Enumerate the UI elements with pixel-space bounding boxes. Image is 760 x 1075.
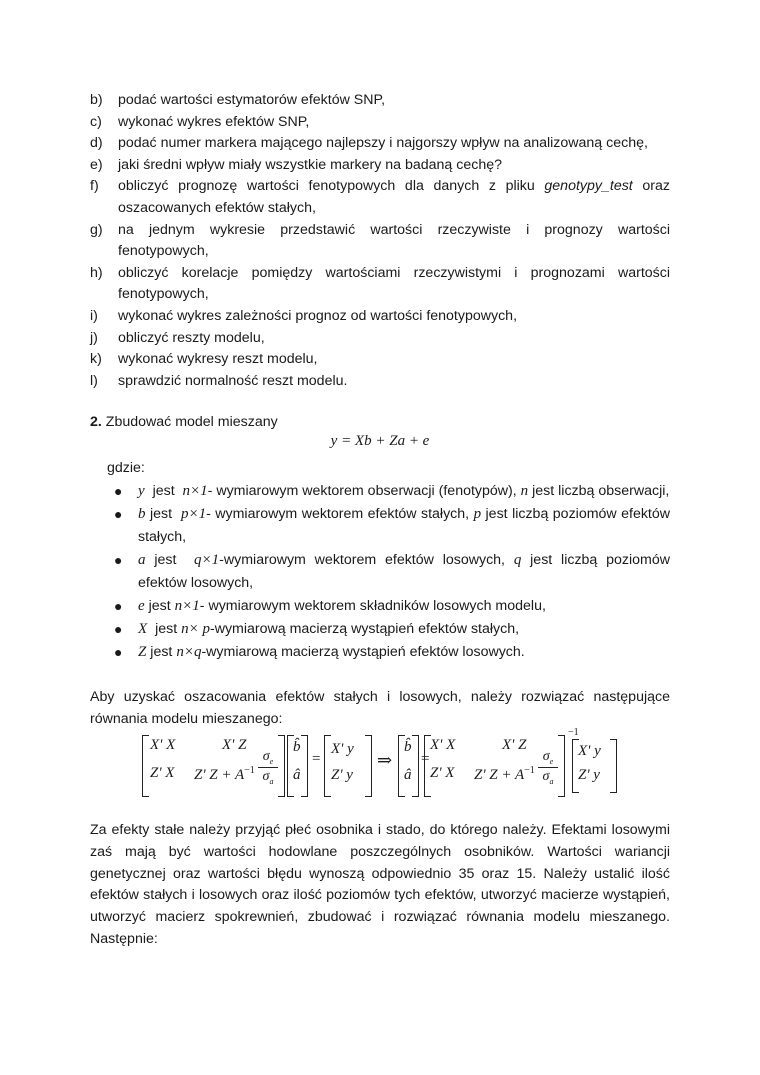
list-marker: l) xyxy=(90,372,98,389)
list-marker: h) xyxy=(90,264,103,281)
mixed-model-equations xyxy=(140,727,620,799)
rhs-cell: Z' y xyxy=(331,767,353,783)
definition-list xyxy=(110,480,670,664)
list-item xyxy=(90,349,670,371)
list-marker: j) xyxy=(90,329,98,346)
text-segment: jest xyxy=(154,552,177,568)
text-segment: -wymiarową macierzą wystąpień efektów stałych, xyxy=(209,621,520,637)
matrix-cell: Z' X xyxy=(150,765,175,781)
equals-sign: = xyxy=(421,751,430,767)
bullet-icon: ● xyxy=(114,644,123,660)
intro-paragraph xyxy=(90,687,670,730)
symbol: a xyxy=(138,552,146,568)
b-hat: b̂ xyxy=(293,739,301,755)
text-segment: - wymiarowym wektorem efektów stałych, xyxy=(206,506,470,522)
task-list xyxy=(90,90,670,392)
subscript: a xyxy=(269,776,274,786)
list-text: na jednym wykresie przedstawić wartości rzeczywiste i prognozy wartości fenotypowych, xyxy=(118,221,670,260)
list-text: wykonać wykres efektów SNP, xyxy=(118,113,310,130)
dimension: p×1 xyxy=(180,506,207,522)
equals-sign: = xyxy=(312,751,321,767)
list-marker: k) xyxy=(90,351,102,368)
inverse-superscript: −1 xyxy=(568,727,579,738)
a-hat: â xyxy=(404,767,412,783)
section-number: 2. xyxy=(90,414,102,430)
text-segment: jest liczbą poziomów efektów stałych, xyxy=(138,506,671,545)
matrix-cell: X' Z xyxy=(502,737,527,753)
symbol: b xyxy=(138,506,146,522)
section-title: Zbudować model mieszany xyxy=(105,414,278,430)
dimension: n× p xyxy=(181,621,210,637)
list-item xyxy=(90,220,670,263)
text-segment: -wymiarowym wektorem efektów losowych, xyxy=(219,552,505,568)
subscript: e xyxy=(549,756,554,766)
list-item xyxy=(90,328,670,350)
list-marker: e) xyxy=(90,156,103,173)
bracket-left xyxy=(324,735,331,797)
list-marker: i) xyxy=(90,307,98,324)
dimension: n×q xyxy=(176,644,202,660)
list-marker: d) xyxy=(90,135,103,152)
symbol: p xyxy=(473,506,482,522)
variance-ratio xyxy=(258,749,278,786)
variance-ratio xyxy=(538,749,558,786)
dimension: n×1 xyxy=(182,483,208,499)
subscript: e xyxy=(269,756,274,766)
bracket-right xyxy=(610,739,617,793)
list-text: jaki średni wpływ miały wszystkie markery na badaną cechę? xyxy=(118,156,503,173)
a-hat: â xyxy=(293,767,301,783)
text-segment: -wymiarową macierzą wystąpień efektów losowych. xyxy=(201,644,525,660)
bracket-right xyxy=(558,735,565,797)
subscript: a xyxy=(549,776,554,786)
list-text: podać wartości estymatorów efektów SNP, xyxy=(118,92,386,108)
matrix-cell: Z' Z + A xyxy=(194,767,245,783)
symbol: n xyxy=(520,483,529,499)
rhs-cell: X' y xyxy=(578,743,601,759)
text-segment: jest xyxy=(148,598,171,614)
closing-paragraph xyxy=(90,820,670,951)
implies-arrow: ⇒ xyxy=(377,750,393,770)
fraction-line xyxy=(538,767,558,768)
section-heading xyxy=(90,412,670,434)
fraction-line xyxy=(258,767,278,768)
sigma: σ xyxy=(262,749,270,764)
text-segment: oraz oszacowanych efektów stałych, xyxy=(118,178,670,216)
list-item xyxy=(90,155,670,177)
list-item xyxy=(90,306,670,328)
bullet-icon: ● xyxy=(114,598,123,614)
list-text: wykonać wykresy reszt modelu, xyxy=(118,351,318,368)
bracket-right xyxy=(278,735,285,797)
superscript: −1 xyxy=(244,765,255,776)
paragraph-text: Aby uzyskać oszacowania efektów stałych i losowych, należy rozwiązać następujące równania modelu mieszanego: xyxy=(90,689,670,727)
bullet-icon: ● xyxy=(114,552,123,568)
symbol: Z xyxy=(138,644,147,660)
list-marker: b) xyxy=(90,92,103,108)
model-equation: y = Xb + Za + e xyxy=(330,433,430,449)
definition-item xyxy=(110,549,670,595)
list-text: sprawdzić normalność reszt modelu. xyxy=(118,372,348,389)
bullet-icon: ● xyxy=(114,506,123,522)
matrix-cell: Z' X xyxy=(430,765,455,781)
text-segment: - wymiarowym wektorem obserwacji (fenotypów), xyxy=(207,483,517,499)
superscript: −1 xyxy=(524,765,535,776)
definition-item xyxy=(110,503,670,549)
bullet-icon: ● xyxy=(114,483,123,499)
definition-item xyxy=(110,480,670,503)
rhs-cell: X' y xyxy=(331,741,354,757)
text-segment: - wymiarowym wektorem składników losowych modelu, xyxy=(199,598,546,614)
symbol: X xyxy=(138,621,148,637)
text-segment: jest xyxy=(155,621,178,637)
list-item xyxy=(90,371,670,393)
definition-item xyxy=(110,618,670,641)
dimension: q×1 xyxy=(194,552,220,568)
list-text: wykonać wykres zależności prognoz od wartości fenotypowych, xyxy=(118,307,518,324)
text-segment: jest xyxy=(152,483,175,499)
text-segment: jest xyxy=(149,506,173,522)
matrix-cell: X' Z xyxy=(222,737,247,753)
rhs-cell: Z' y xyxy=(578,767,600,783)
b-hat: b̂ xyxy=(404,739,412,755)
list-text xyxy=(118,176,670,219)
text-segment: jest liczbą obserwacji, xyxy=(532,483,670,499)
symbol: e xyxy=(138,598,145,614)
list-marker: c) xyxy=(90,113,102,130)
matrix-cell: X' X xyxy=(150,737,176,753)
dimension: n×1 xyxy=(174,598,200,614)
list-item xyxy=(90,176,670,219)
definition-item xyxy=(110,641,670,664)
where-label: gdzie: xyxy=(107,460,145,476)
text-segment: jest liczbą poziomów efektów losowych, xyxy=(138,552,671,591)
list-text: obliczyć korelacje pomiędzy wartościami rzeczywistymi i prognozami wartości fenotypowych, xyxy=(118,264,670,303)
filename: genotypy_test xyxy=(544,178,633,195)
list-item xyxy=(90,90,670,112)
sigma: σ xyxy=(542,749,550,764)
text-segment: jest xyxy=(150,644,173,660)
list-marker: f) xyxy=(90,178,99,195)
matrix-cell: Z' Z + A xyxy=(474,767,525,783)
text-segment: obliczyć prognozę wartości fenotypowych dla danych z pliku xyxy=(118,178,535,195)
sigma: σ xyxy=(262,768,270,784)
matrix-cell: X' X xyxy=(430,737,456,753)
list-item xyxy=(90,112,670,134)
list-item xyxy=(90,133,670,155)
bracket-right xyxy=(412,735,419,797)
list-marker: g) xyxy=(90,221,103,238)
sigma: σ xyxy=(542,768,550,784)
list-item xyxy=(90,263,670,306)
list-text: podać numer markera mającego najlepszy i najgorszy wpływ na analizowaną cechę, xyxy=(118,135,648,152)
list-text: obliczyć reszty modelu, xyxy=(118,329,265,346)
bracket-right xyxy=(301,735,308,797)
definition-item xyxy=(110,595,670,618)
bracket-right xyxy=(365,735,372,797)
bullet-icon: ● xyxy=(114,621,123,637)
paragraph-text: Za efekty stałe należy przyjąć płeć osobnika i stado, do którego należy. Efektami losowymi zaś mają być wartości hodowlane poszczególnych osobników. Wartości wariancji genetycznej oraz wartości błędu wynoszą odpowiednio 35 oraz 15. Należy ustalić ilość efektów stałych i losowych oraz ilość poziomów tych efektów, utworzyć macierze wystąpień, utworzyć macierz spokrewnień, zbudować i rozwiązać równania modelu mieszanego. Następnie: xyxy=(90,822,670,947)
symbol: q xyxy=(513,552,522,568)
bracket-left xyxy=(142,735,149,797)
symbol: y xyxy=(138,483,145,499)
